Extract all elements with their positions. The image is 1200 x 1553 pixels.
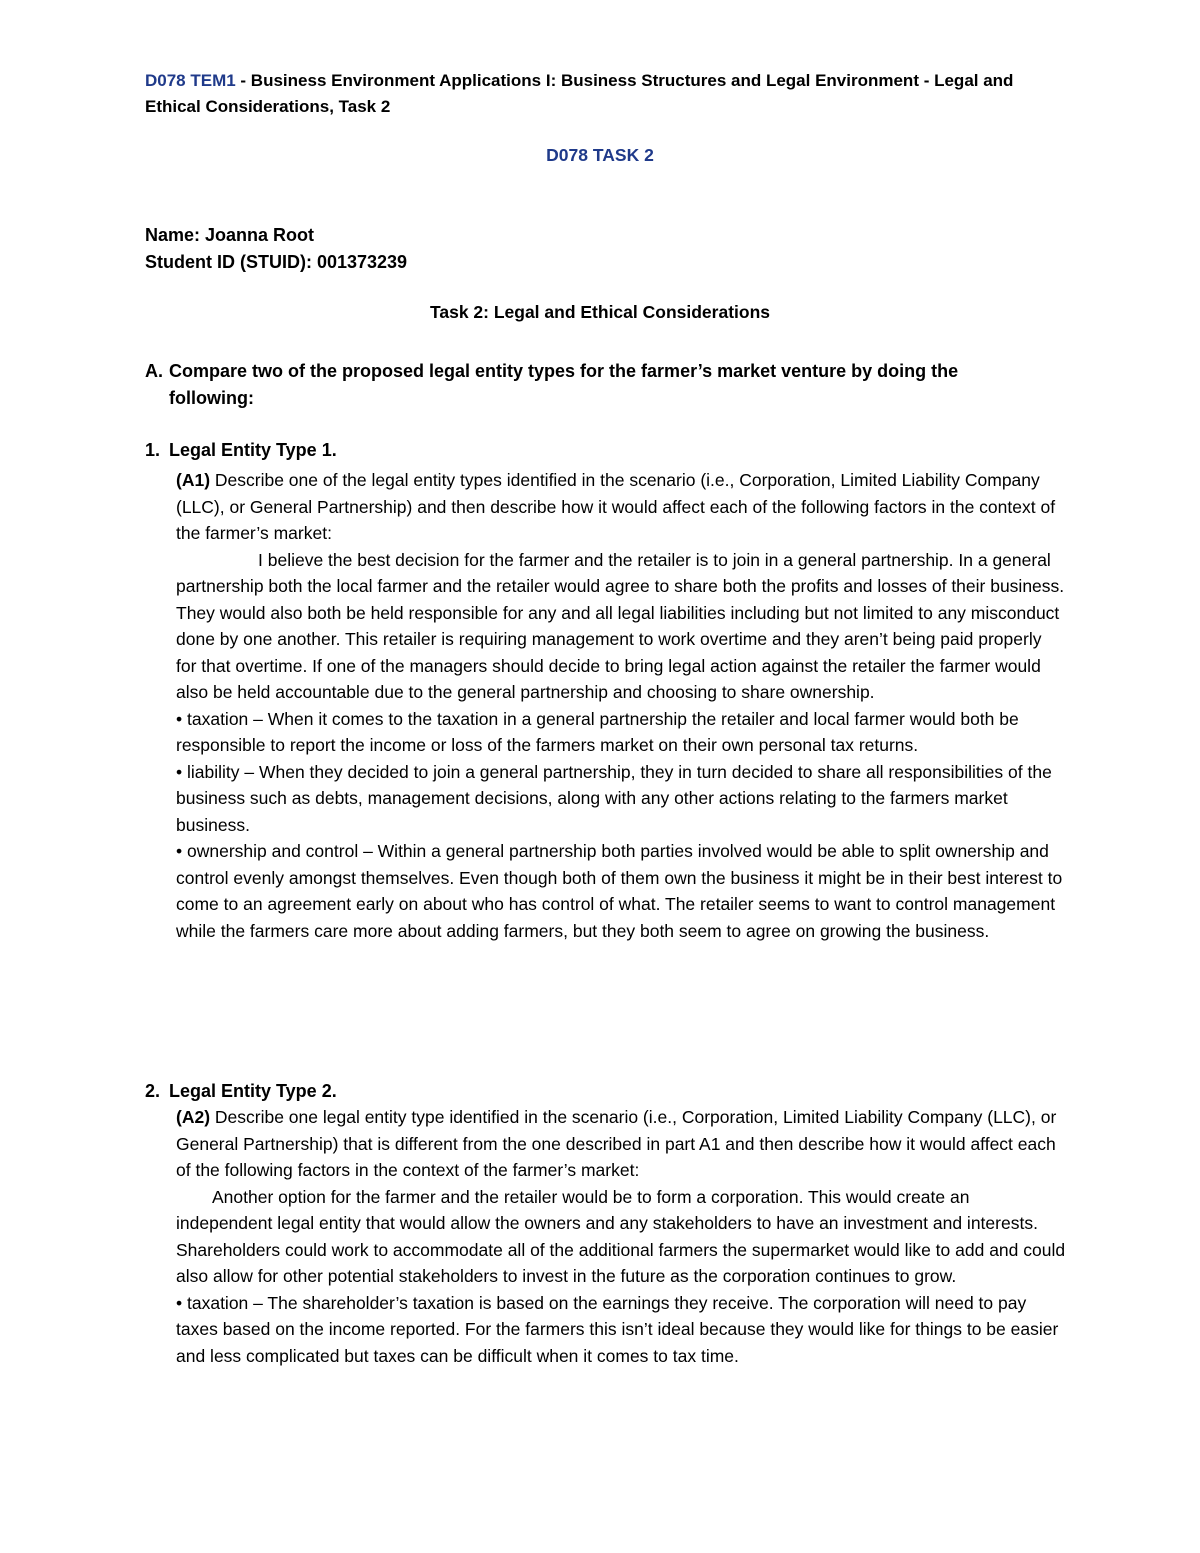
section-a-text: Compare two of the proposed legal entity types for the farmer’s market venture by doing the following: xyxy=(169,361,959,408)
entity1-instructions-text: Describe one of the legal entity types identified in the scenario (i.e., Corporation, Limited Liability Company (LLC), or General Partnership) and then describe how it would affect each of the following factors in the context of the farmer’s market: xyxy=(176,470,1056,543)
entity2-answer: Another option for the farmer and the retailer would be to form a corporation. This would create an independent legal entity that would allow the owners and any stakeholders to have an investment and interests. Shareholders could work to accommodate all of the additional farmers the supermarket would like to add and could also allow for other potential stakeholders to invest in the future as the corporation continues to grow. xyxy=(176,1186,1066,1286)
section-a-letter: A. xyxy=(145,361,163,381)
student-id: Student ID (STUID): 001373239 xyxy=(145,252,408,272)
entity1-instructions xyxy=(176,467,1066,547)
course-title: - Business Environment Applications I: Business Structures and Legal Environment - Legal and Ethical Considerations, Task 2 xyxy=(145,71,1014,116)
entity2-heading: Legal Entity Type 2. xyxy=(169,1081,337,1101)
document-header xyxy=(145,68,1065,120)
entity1-body xyxy=(176,467,1066,944)
document-title: D078 TASK 2 xyxy=(546,145,654,165)
entity2-bullet-taxation: • taxation – The shareholder’s taxation is based on the earnings they receive. The corporation will need to pay taxes based on the income reported. For the farmers this isn’t ideal because they would like for things to be easier and less complicated but taxes can be difficult when it comes to tax time. xyxy=(176,1292,1059,1366)
entity2-tag: (A2) xyxy=(176,1107,211,1127)
entity2-instructions xyxy=(176,1104,1066,1184)
entity1-bullet-liability: • liability – When they decided to join a general partnership, they in turn decided to share all responsibilities of the business such as debts, management decisions, along with any other actions relating to the farmers market business. xyxy=(176,761,1052,835)
entity1-answer: I believe the best decision for the farmer and the retailer is to join in a general partnership. In a general partnership both the local farmer and the retailer would agree to share both the profits and losses of their business. They would also both be held responsible for any and all legal liabilities including but not limited to any misconduct done by one another. This retailer is requiring management to work overtime and they aren’t being paid properly for that overtime. If one of the managers should decide to bring legal action against the retailer the farmer would also be held accountable due to the general partnership and choosing to share ownership. xyxy=(176,549,1065,702)
entity1-bullet-ownership: • ownership and control – Within a general partnership both parties involved would be able to split ownership and control evenly amongst themselves. Even though both of them own the business it might be in their best interest to come to an agreement early on about who has control of what. The retailer seems to want to control management while the farmers care more about adding farmers, but they both seem to agree on growing the business. xyxy=(176,841,1063,941)
entity1-heading: Legal Entity Type 1. xyxy=(169,440,337,460)
entity2-body xyxy=(176,1104,1066,1369)
entity1-bullet-taxation: • taxation – When it comes to the taxation in a general partnership the retailer and local farmer would both be responsible to report the income or loss of the farmers market on their own personal tax returns. xyxy=(176,708,1019,755)
task-heading: Task 2: Legal and Ethical Considerations xyxy=(429,302,771,322)
student-name: Name: Joanna Root xyxy=(145,225,315,245)
entity1-tag: (A1) xyxy=(176,470,211,490)
entity2-instructions-text: Describe one legal entity type identified in the scenario (i.e., Corporation, Limited Liability Company (LLC), or General Partnership) that is different from the one described in part A1 and then describe how it would affect each of the following factors in the context of the farmer’s market: xyxy=(176,1107,1057,1180)
course-code: D078 TEM1 xyxy=(145,71,236,90)
section-a-prompt xyxy=(145,358,1045,411)
entity1-number: 1. xyxy=(145,440,161,460)
entity2-number: 2. xyxy=(145,1081,161,1101)
entity2-heading-row xyxy=(145,1078,1045,1105)
entity1-heading-row xyxy=(145,437,1045,464)
